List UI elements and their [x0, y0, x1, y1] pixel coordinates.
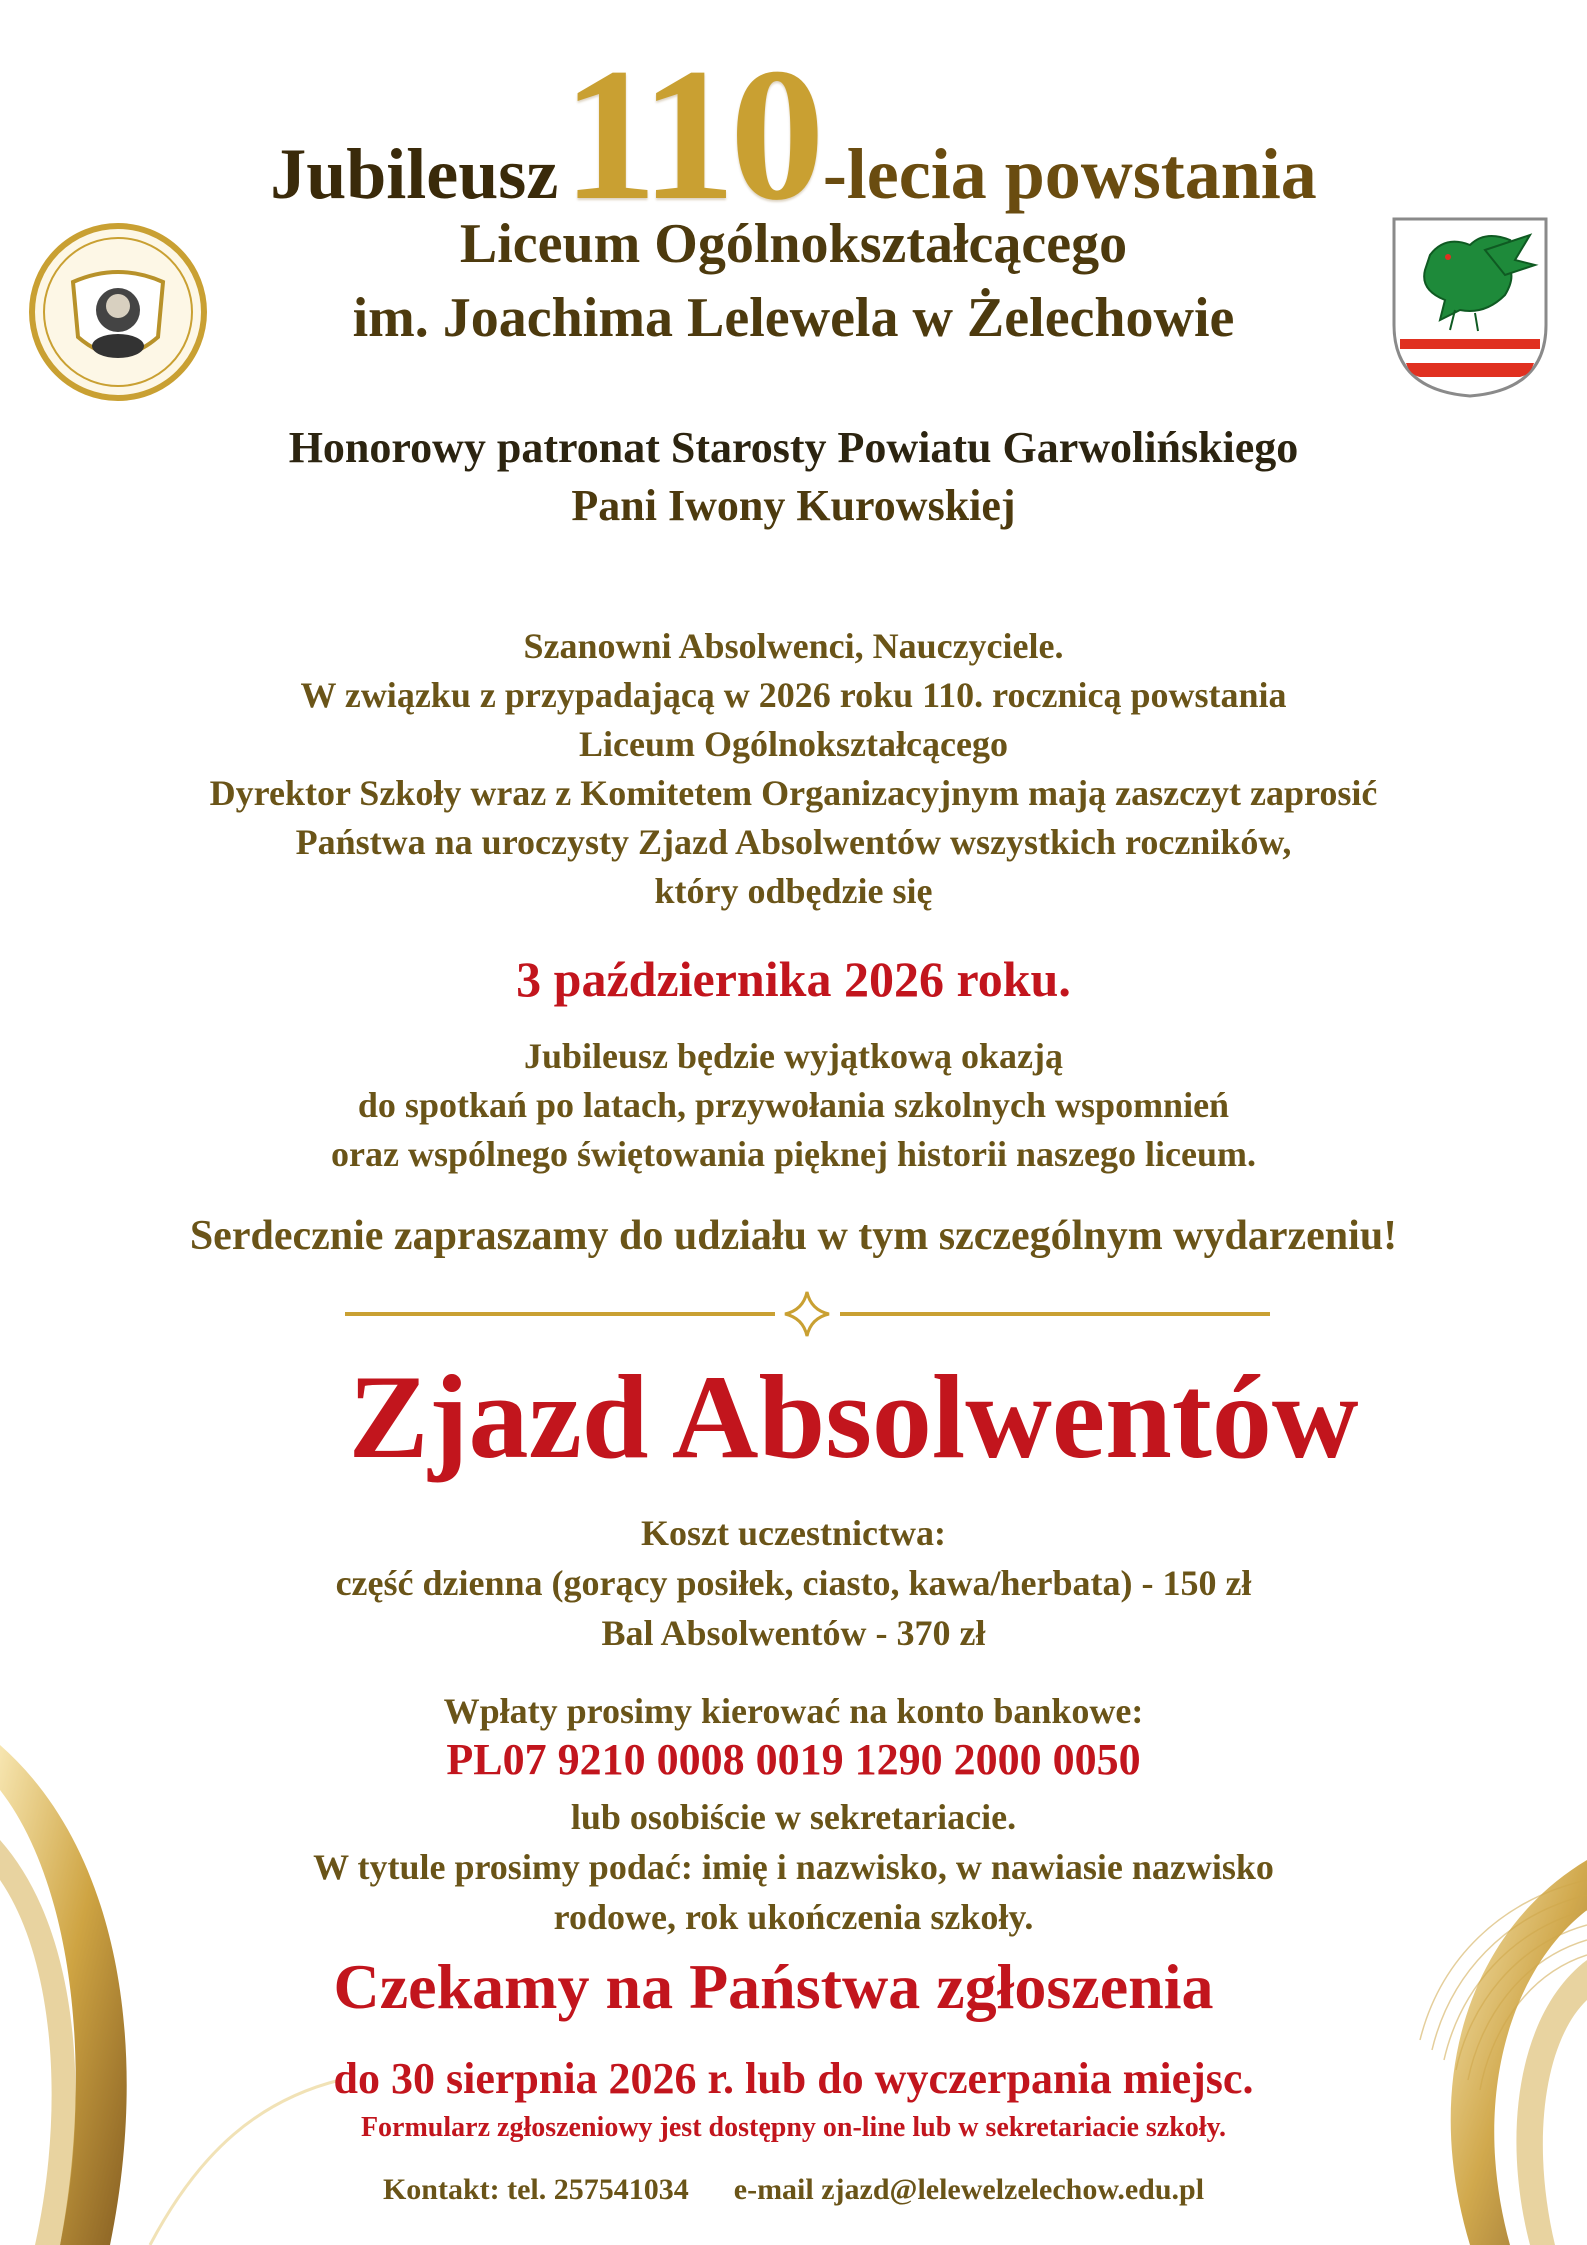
payment-title-line2: rodowe, rok ukończenia szkoły.	[553, 1897, 1034, 1937]
payment-heading: Wpłaty prosimy kierować na konto bankowe:	[443, 1691, 1144, 1731]
title-number: 110	[562, 30, 819, 240]
school-name-line1: Liceum Ogólnokształcącego	[459, 213, 1128, 275]
event-title: Zjazd Absolwentów	[348, 1350, 1359, 1483]
title-word-jubilee: Jubileusz	[270, 134, 559, 214]
ornament-divider	[345, 1290, 1270, 1340]
contact-phone: Kontakt: tel. 257541034	[382, 2173, 689, 2206]
contact-line	[0, 2173, 1587, 2207]
cost-section	[0, 1508, 1587, 1658]
title-line	[0, 30, 1587, 240]
jubilee-line: Jubileusz będzie wyjątkową okazją	[524, 1036, 1063, 1076]
cost-heading: Koszt uczestnictwa:	[641, 1513, 946, 1553]
intro-paragraph	[0, 622, 1587, 916]
jubilee-line: do spotkań po latach, przywołania szkolnych wspomnień	[357, 1085, 1230, 1125]
jubilee-line: oraz wspólnego świętowania pięknej historii naszego liceum.	[331, 1134, 1256, 1174]
contact-email[interactable]: e-mail zjazd@lelewelzelechow.edu.pl	[733, 2173, 1205, 2206]
patronage-line2: Pani Iwony Kurowskiej	[571, 481, 1016, 530]
intro-line: Państwa na uroczysty Zjazd Absolwentów wszystkich roczników,	[295, 822, 1292, 862]
diamond-divider-icon	[785, 1292, 829, 1336]
event-date: 3 października 2026 roku.	[516, 951, 1071, 1007]
payment-title-line1: W tytule prosimy podać: imię i nazwisko, w nawiasie nazwisko	[313, 1847, 1274, 1887]
bank-account-number: PL07 9210 0008 0019 1290 2000 0050	[446, 1735, 1141, 1784]
payment-alt: lub osobiście w sekretariacie.	[570, 1797, 1017, 1837]
registration-deadline: do 30 sierpnia 2026 r. lub do wyczerpania miejsc.	[333, 2054, 1254, 2103]
cost-day-part: część dzienna (gorący posiłek, ciasto, kawa/herbata) - 150 zł	[335, 1563, 1252, 1603]
school-name-line2: im. Joachima Lelewela w Żelechowie	[352, 287, 1235, 349]
cost-ball: Bal Absolwentów - 370 zł	[601, 1613, 986, 1653]
intro-line: Dyrektor Szkoły wraz z Komitetem Organizacyjnym mają zaszczyt zaprosić	[209, 773, 1378, 813]
intro-line: W związku z przypadającą w 2026 roku 110. rocznicą powstania	[300, 675, 1287, 715]
payment-section	[0, 1792, 1587, 1942]
jubilee-paragraph	[0, 1032, 1587, 1179]
registration-form-note: Formularz zgłoszeniowy jest dostępny on-line lub w sekretariacie szkoły.	[360, 2112, 1227, 2143]
intro-line: Liceum Ogólnokształcącego	[579, 724, 1008, 764]
title-word-anniversary: -lecia powstania	[822, 134, 1317, 214]
registration-heading: Czekamy na Państwa zgłoszenia	[333, 1951, 1214, 2022]
intro-line: który odbędzie się	[654, 871, 933, 911]
invitation-line: Serdecznie zapraszamy do udziału w tym szczególnym wydarzeniu!	[189, 1213, 1398, 1259]
patronage-line1: Honorowy patronat Starosty Powiatu Garwolińskiego	[288, 423, 1299, 472]
intro-line: Szanowni Absolwenci, Nauczyciele.	[523, 626, 1064, 666]
